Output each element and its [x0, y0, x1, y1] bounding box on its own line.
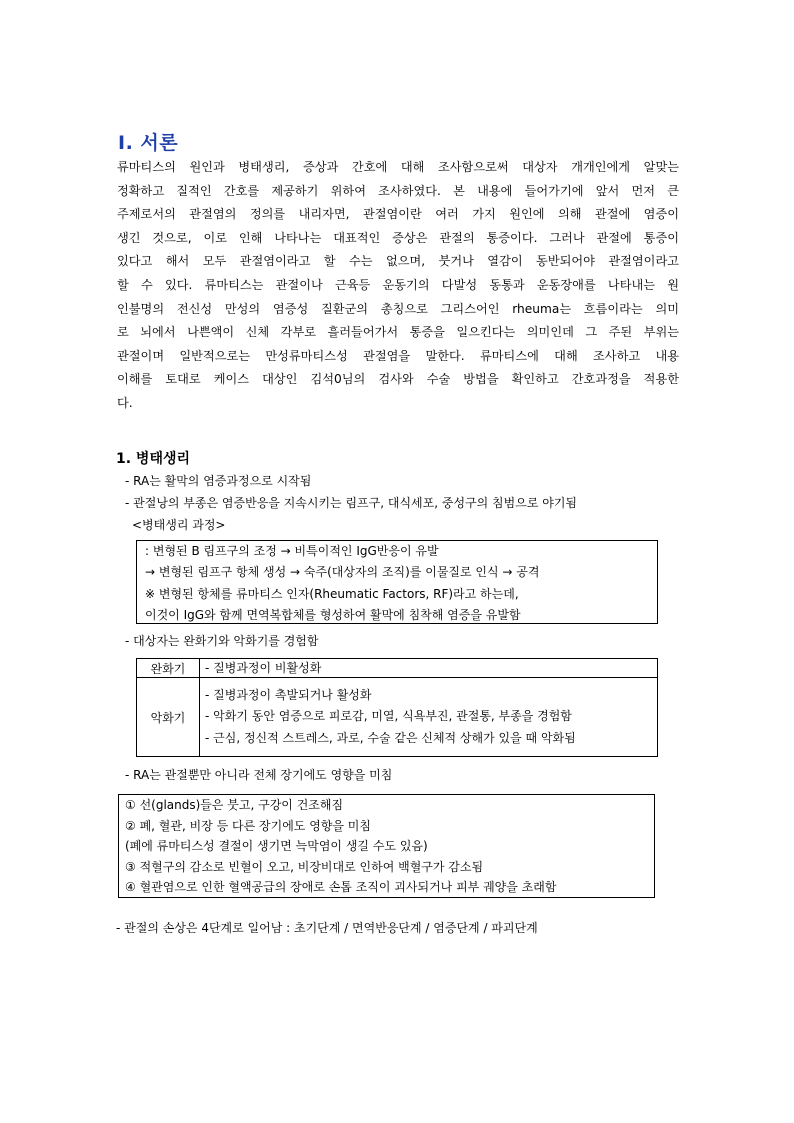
- stages-row-remission: [137, 659, 658, 678]
- document-title: Ⅰ. 서론: [118, 132, 179, 154]
- process-line: ※ 변형된 항체를 류마티스 인자(Rheumatic Factors, RF)라고 하는데,: [145, 586, 519, 601]
- process-line: : 변형된 B 림프구의 조정 → 비특이적인 IgG반응이 유발: [145, 544, 439, 558]
- stages-table: [136, 658, 658, 757]
- stage-item: - 질병과정이 비활성화: [205, 660, 322, 675]
- bullet-organs: - RA는 관절뿐만 아니라 전체 장기에도 영향을 미침: [125, 768, 393, 782]
- process-line: 이것이 IgG와 함께 면역복합체를 형성하여 활막에 침착해 염증을 유발함: [145, 608, 521, 623]
- stage-item: - 질병과정이 촉발되거나 활성화: [205, 687, 372, 702]
- organ-line: ① 선(glands)들은 붓고, 구강이 건조해짐: [125, 798, 344, 812]
- bullet-damage-stages: - 관절의 손상은 4단계로 일어남 : 초기단계 / 면역반응단계 / 염증단계 / 파괴단계: [116, 921, 538, 935]
- intro-line: 정확하고 질적인 간호를 제공하기 위하여 조사하였다. 본 내용에 들어가기에 앞서 먼저 큰: [117, 183, 679, 198]
- intro-line: 이해를 토대로 케이스 대상인 김석0님의 검사와 수술 방법을 확인하고 간호과정을 적용한: [117, 372, 679, 387]
- organ-line: ④ 혈관염으로 인한 혈액공급의 장애로 손톱 조직이 괴사되거나 피부 궤양을 초래함: [125, 880, 557, 894]
- bullet-remission-exacerbation: - 대상자는 완화기와 악화기를 경험함: [125, 634, 319, 648]
- intro-line: 생긴 것으로, 이로 인해 나타나는 대표적인 증상은 관절의 통증이다. 그러나 관절에 통증이: [117, 230, 679, 245]
- process-box: [136, 540, 658, 624]
- organs-box: [118, 794, 655, 898]
- organ-line: ② 폐, 혈관, 비장 등 다른 장기에도 영향을 미침: [125, 818, 371, 833]
- process-subheading: <병태생리 과정>: [132, 518, 226, 532]
- stage-item: - 근심, 정신적 스트레스, 과로, 수술 같은 신체적 상해가 있을 때 악화됨: [205, 730, 576, 745]
- remission-label: 완화기: [137, 659, 200, 678]
- stages-row-exacerbation: [137, 678, 658, 757]
- section-heading-pathophysiology: 1. 병태생리: [116, 451, 191, 467]
- intro-line: 관절이며 일반적으로는 만성류마티스성 관절염을 말한다. 류마티스에 대해 조사하고 내용: [117, 348, 679, 363]
- exacerbation-label: 악화기: [137, 678, 200, 757]
- organ-line: ③ 적혈구의 감소로 빈혈이 오고, 비장비대로 인하여 백혈구가 감소됨: [125, 859, 484, 874]
- intro-line: 다.: [117, 395, 133, 410]
- intro-line: 주제로서의 관절염의 정의를 내리자면, 관절염이란 여러 가지 원인에 의해 관절에 염증이: [117, 207, 679, 222]
- intro-line: 할 수 있다. 류마티스는 관절이나 근육등 운동기의 다발성 동통과 운동장애를 나타내는 원: [117, 277, 679, 292]
- intro-line: 류마티스의 원인과 병태생리, 증상과 간호에 대해 조사함으로써 대상자 개개인에게 알맞는: [117, 160, 679, 174]
- bullet-synovium: - RA는 활막의 염증과정으로 시작됨: [125, 474, 312, 488]
- exacerbation-cell: [200, 678, 658, 757]
- intro-line: 로 뇌에서 나쁜액이 신체 각부로 흘러들어가서 통증을 일으킨다는 의미인데 그 주된 부위는: [117, 325, 679, 340]
- bullet-joint-capsule: - 관절낭의 부종은 염증반응을 지속시키는 림프구, 대식세포, 중성구의 침범으로 야기됨: [125, 496, 578, 510]
- process-line: → 변형된 림프구 항체 생성 → 숙주(대상자의 조직)를 이물질로 인식 → 공격: [145, 565, 540, 580]
- intro-paragraph: [117, 156, 679, 416]
- remission-cell: [200, 659, 658, 678]
- organ-line: (폐에 류마티스성 결절이 생기면 늑막염이 생길 수도 있음): [125, 839, 428, 853]
- intro-line: 있다고 해서 모두 관절염이라고 할 수는 없으며, 붓거나 열감이 동반되어야 관절염이라고: [117, 254, 679, 269]
- intro-line: 인불명의 전신성 만성의 염증성 질환군의 총칭으로 그리스어인 rheuma는 흐름이라는 의미: [117, 301, 679, 316]
- stage-item: - 악화기 동안 염증으로 피로감, 미열, 식욕부진, 관절통, 부종을 경험함: [205, 709, 572, 724]
